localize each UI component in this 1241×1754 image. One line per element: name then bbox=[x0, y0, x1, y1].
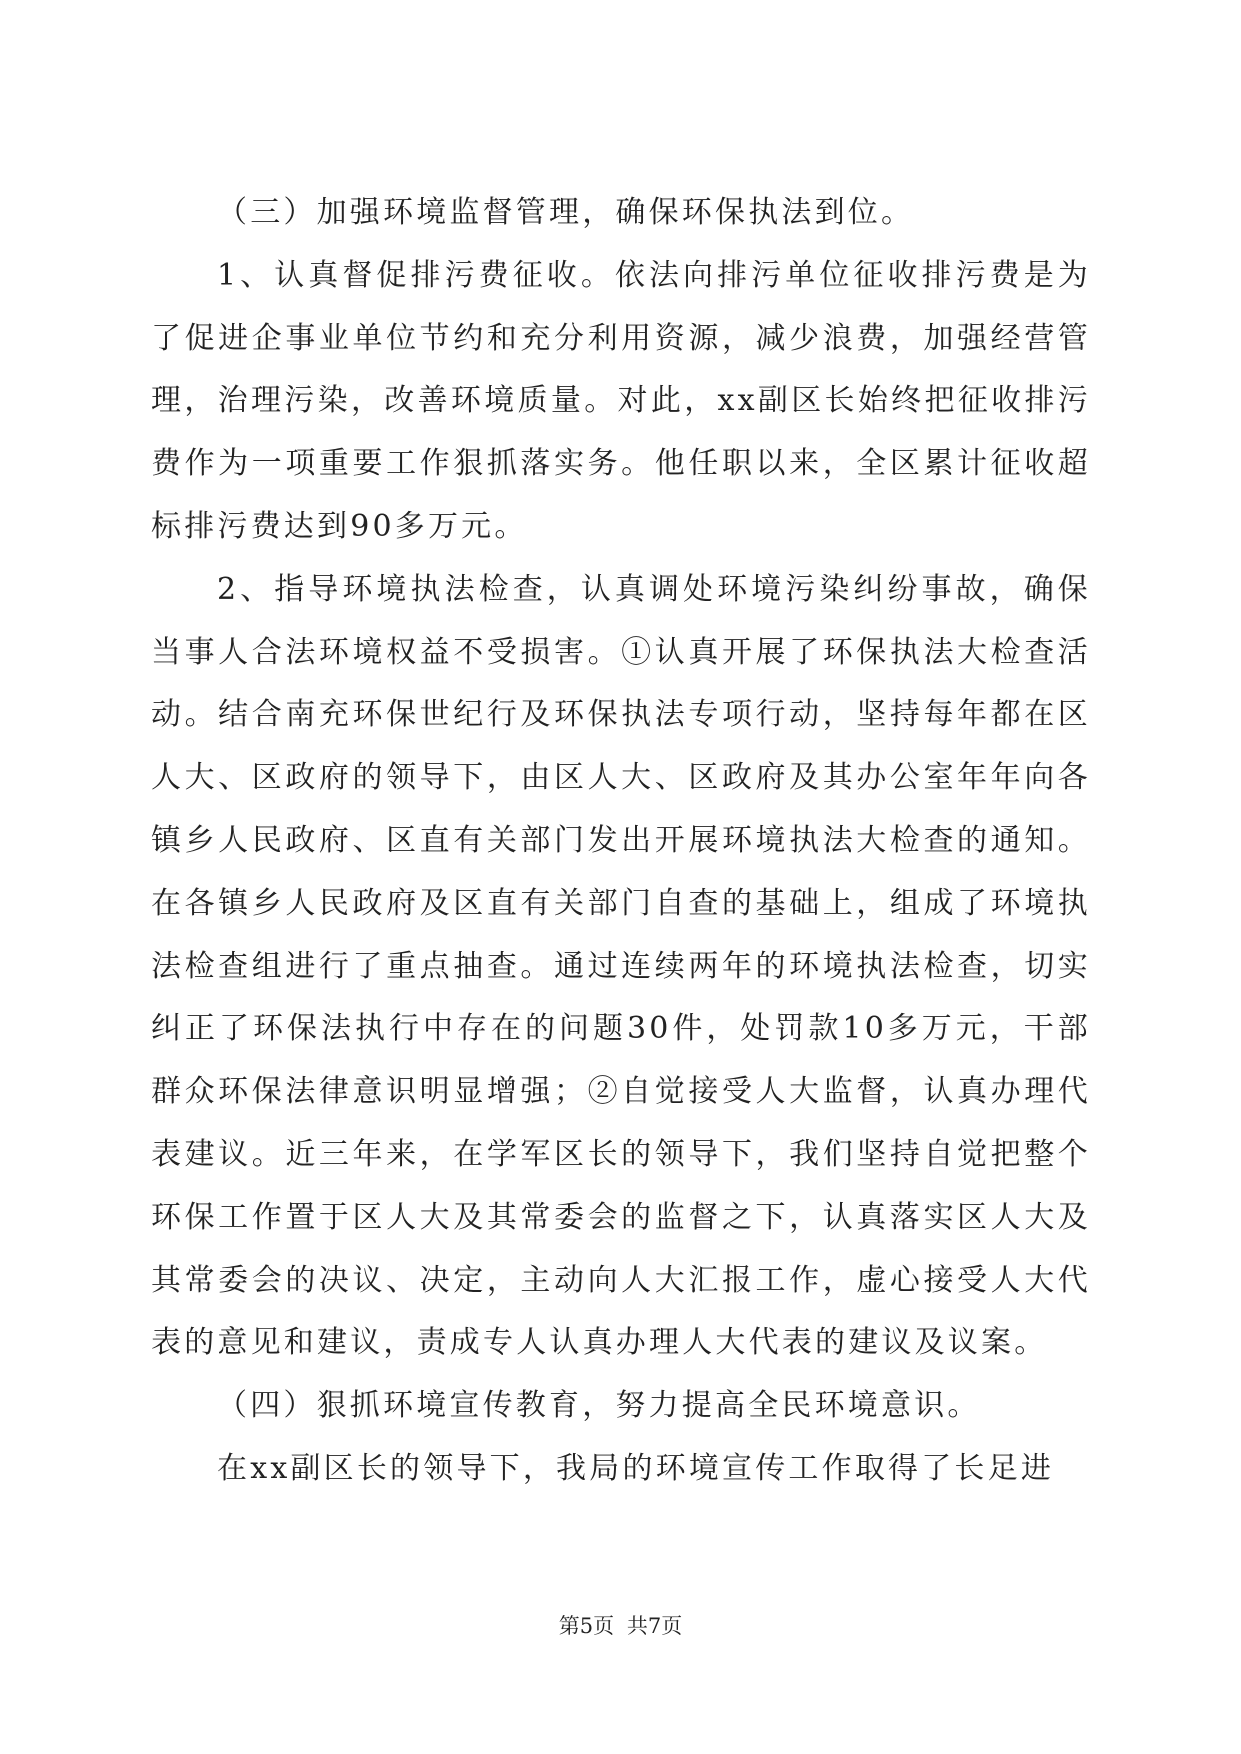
paragraph-fee-collection: 1、认真督促排污费征收。依法向排污单位征收排污费是为了促进企事业单位节约和充分利用资源，减少浪费，加强经营管理，治理污染，改善环境质量。对此，xx副区长始终把征收排污费作为一项重要工作狠抓落实务。他任职以来，全区累计征收超标排污费达到90多万元。 bbox=[151, 257, 1091, 544]
page-footer bbox=[0, 1610, 1241, 1640]
page-total: 共7页 bbox=[626, 1614, 683, 1638]
section-heading-4: （四）狠抓环境宣传教育，努力提高全民环境意识。 bbox=[217, 1388, 981, 1424]
document-body bbox=[151, 182, 1091, 1501]
page-number: 第5页 bbox=[558, 1614, 615, 1638]
paragraph-law-enforcement: 2、指导环境执法检查，认真调处环境污染纠纷事故，确保当事人合法环境权益不受损害。①认真开展了环保执法大检查活动。结合南充环保世纪行及环保执法专项行动，坚持每年都在区人大、区政府的领导下，由区人大、区政府及其办公室年年向各镇乡人民政府、区直有关部门发出开展环境执法大检查的通知。在各镇乡人民政府及区直有关部门自查的基础上，组成了环境执法检查组进行了重点抽查。通过连续两年的环境执法检查，切实纠正了环保法执行中存在的问题30件，处罚款10多万元，干部群众环保法律意识明显增强；②自觉接受人大监督，认真办理代表建议。近三年来，在学军区长的领导下，我们坚持自觉把整个环保工作置于区人大及其常委会的监督之下，认真落实区人大及其常委会的决议、决定，主动向人大汇报工作，虚心接受人大代表的意见和建议，责成专人认真办理人大代表的建议及议案。 bbox=[151, 571, 1091, 1361]
paragraph-publicity: 在xx副区长的领导下，我局的环境宣传工作取得了长足进 bbox=[217, 1450, 1055, 1486]
section-heading-3: （三）加强环境监督管理，确保环保执法到位。 bbox=[217, 195, 915, 230]
